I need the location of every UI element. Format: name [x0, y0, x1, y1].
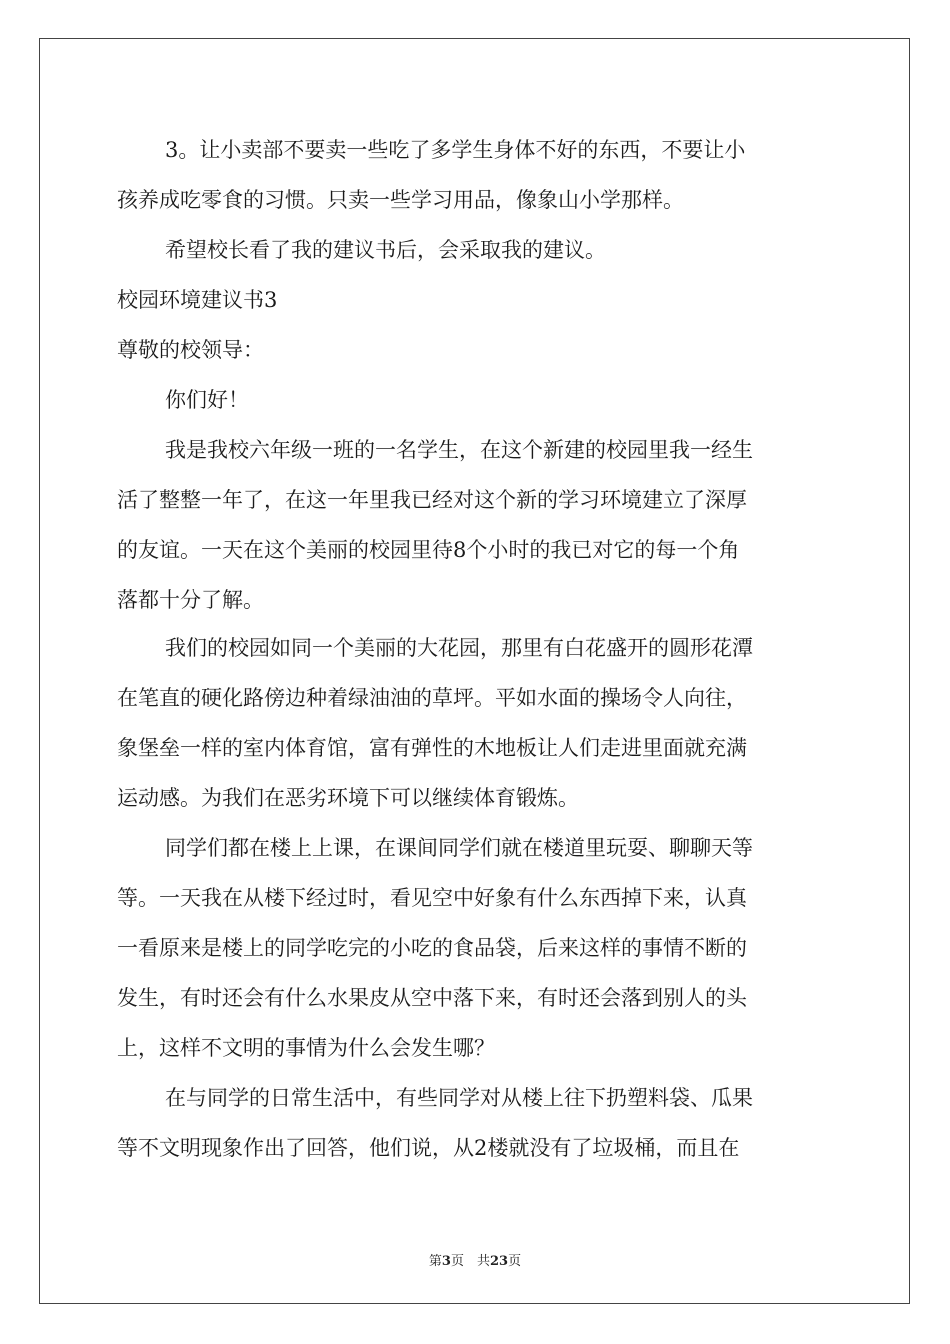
salutation: 尊敬的校领导：: [117, 338, 264, 362]
page-number: 3: [441, 1254, 451, 1269]
paragraph-line: 希望校长看了我的建议书后，会采取我的建议。: [165, 238, 606, 262]
paragraph-line: 一看原来是楼上的同学吃完的小吃的食品袋，后来这样的事情不断的: [117, 936, 747, 960]
paragraph-line: 在与同学的日常生活中，有些同学对从楼上往下扔塑料袋、瓜果: [165, 1086, 753, 1110]
paragraph-line: 在笔直的硬化路傍边种着绿油油的草坪。平如水面的操场令人向往，: [117, 686, 747, 710]
paragraph-line: 等不文明现象作出了回答，他们说，从2楼就没有了垃圾桶，而且在: [117, 1136, 740, 1160]
paragraph-line: 我是我校六年级一班的一名学生，在这个新建的校园里我一经生: [165, 438, 753, 462]
page-suffix: 页: [508, 1254, 522, 1269]
page-mid: 页 共: [450, 1254, 490, 1269]
page-frame: [39, 38, 910, 1304]
paragraph-line: 运动感。为我们在恶劣环境下可以继续体育锻炼。: [117, 786, 579, 810]
paragraph-line: 落都十分了解。: [117, 588, 264, 612]
paragraph-line: 象堡垒一样的室内体育馆，富有弹性的木地板让人们走进里面就充满: [117, 736, 747, 760]
paragraph-line: 等。一天我在从楼下经过时，看见空中好象有什么东西掉下来，认真: [117, 886, 747, 910]
paragraph-line: 3。让小卖部不要卖一些吃了多学生身体不好的东西，不要让小: [165, 138, 746, 162]
paragraph-line: 的友谊。一天在这个美丽的校园里待8个小时的我已对它的每一个角: [117, 538, 740, 562]
total-pages: 23: [489, 1254, 509, 1269]
page-prefix: 第: [428, 1254, 442, 1269]
paragraph-line: 发生，有时还会有什么水果皮从空中落下来，有时还会落到别人的头: [117, 986, 747, 1010]
paragraph-line: 孩养成吃零食的习惯。只卖一些学习用品，像象山小学那样。: [117, 188, 684, 212]
paragraph-line: 同学们都在楼上上课，在课间同学们就在楼道里玩耍、聊聊天等: [165, 836, 753, 860]
paragraph-line: 我们的校园如同一个美丽的大花园，那里有白花盛开的圆形花潭: [165, 636, 753, 660]
greeting: 你们好！: [165, 388, 249, 412]
section-heading: 校园环境建议书3: [117, 288, 278, 312]
page-footer: [0, 1250, 950, 1269]
paragraph-line: 上，这样不文明的事情为什么会发生哪？: [117, 1036, 495, 1060]
paragraph-line: 活了整整一年了，在这一年里我已经对这个新的学习环境建立了深厚: [117, 488, 747, 512]
